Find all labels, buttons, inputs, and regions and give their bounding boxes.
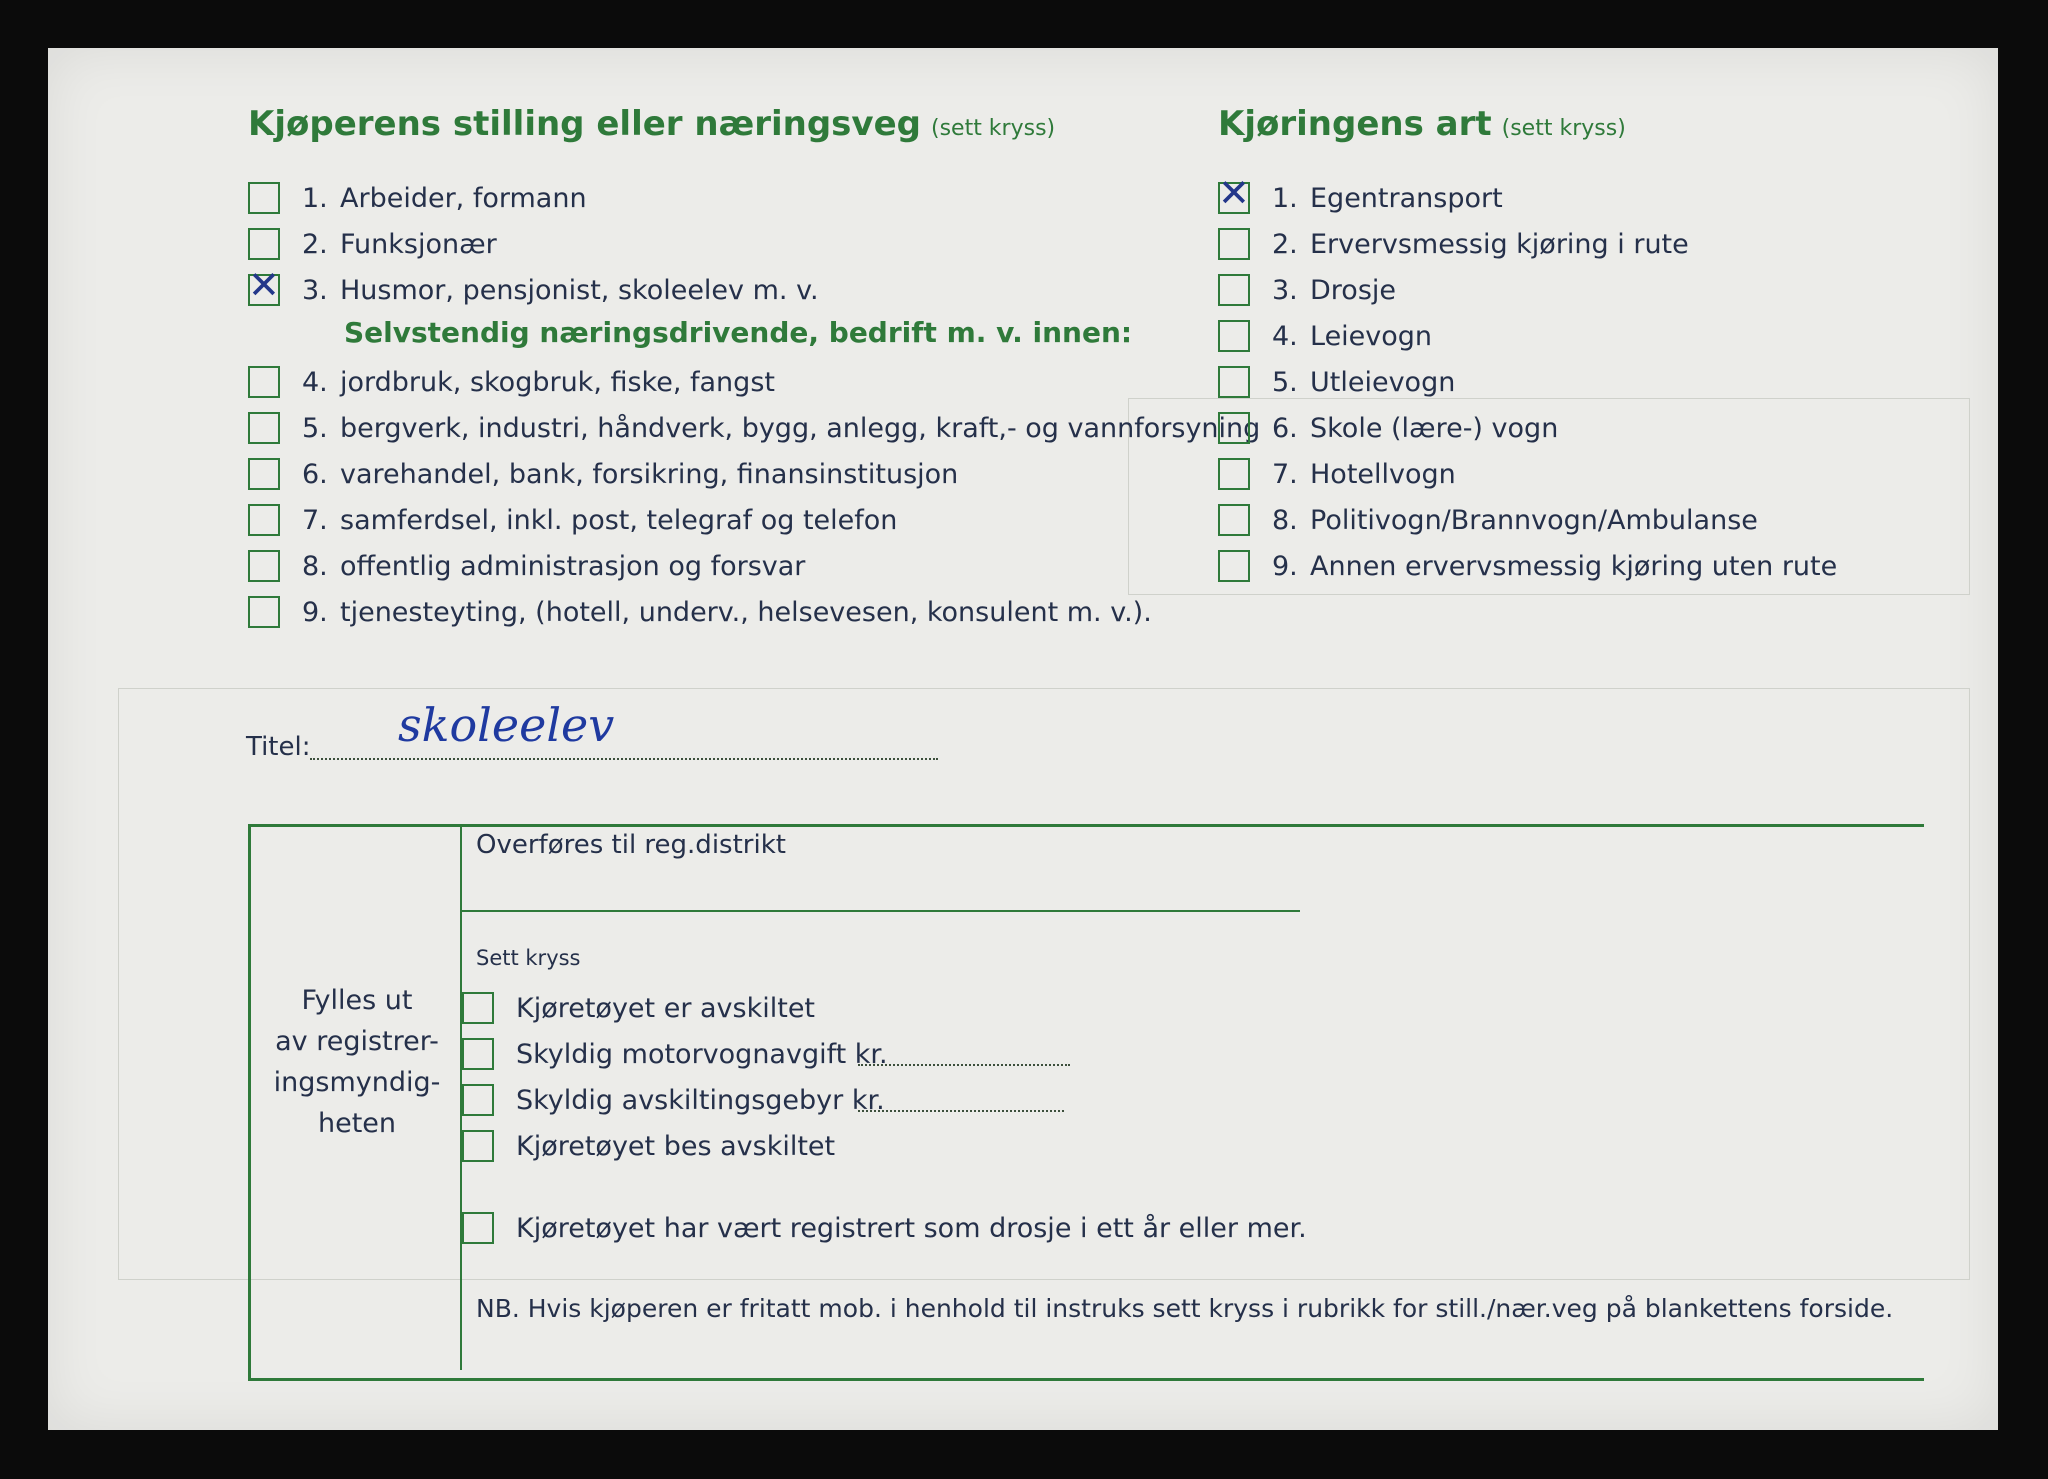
left-item-4 <box>248 362 775 402</box>
checkbox-right-4[interactable] <box>1218 320 1250 352</box>
bottom-check-label: Kjøretøyet er avskiltet <box>516 992 816 1024</box>
drosje-check <box>462 1208 1307 1248</box>
avskiltingsgebyr-dotted-line[interactable] <box>858 1110 1064 1112</box>
checkbox-motorvognavgift[interactable] <box>462 1038 494 1070</box>
left-item-label: jordbruk, skogbruk, fiske, fangst <box>340 366 775 398</box>
registrar-note-line: av registrer- <box>275 1026 439 1057</box>
right-item-num: 6. <box>1272 412 1298 444</box>
right-item-label: Drosje <box>1310 274 1396 306</box>
checkbox-left-3[interactable] <box>248 274 280 306</box>
left-heading-text: Kjøperens stilling eller næringsveg <box>248 104 921 144</box>
right-item-8 <box>1218 500 1758 540</box>
right-item-6 <box>1218 408 1558 448</box>
left-heading <box>248 104 1055 144</box>
right-item-7 <box>1218 454 1456 494</box>
left-item-num: 6. <box>302 458 328 490</box>
bottom-left-rule <box>248 824 251 1381</box>
left-item-2 <box>248 224 497 264</box>
right-item-label: Utleievogn <box>1310 366 1456 398</box>
registrar-note-line: heten <box>317 1108 397 1139</box>
motorvognavgift-dotted-line[interactable] <box>858 1064 1070 1066</box>
checkbox-right-8[interactable] <box>1218 504 1250 536</box>
bottom-top-rule <box>248 824 1924 827</box>
right-item-label: Annen ervervsmessig kjøring uten rute <box>1310 550 1838 582</box>
right-item-label: Ervervsmessig kjøring i rute <box>1310 228 1689 260</box>
title-dotted-line <box>310 758 938 760</box>
checkbox-right-3[interactable] <box>1218 274 1250 306</box>
nb-note: NB. Hvis kjøperen er fritatt mob. i henhold til instruks sett kryss i rubrikk for still./nær.veg på blankettens forside. <box>476 1294 1894 1323</box>
right-item-num: 8. <box>1272 504 1298 536</box>
bottom-check-label: Kjøretøyet bes avskiltet <box>516 1130 836 1162</box>
checkbox-avskiltet[interactable] <box>462 992 494 1024</box>
left-heading-note: (sett kryss) <box>930 116 1056 141</box>
right-item-label: Politivogn/Brannvogn/Ambulanse <box>1310 504 1758 536</box>
left-item-9 <box>248 592 1152 632</box>
right-item-num: 4. <box>1272 320 1298 352</box>
checkbox-left-5[interactable] <box>248 412 280 444</box>
left-item-num: 8. <box>302 550 328 582</box>
registrar-note-line: ingsmyndig- <box>273 1067 441 1098</box>
right-item-9 <box>1218 546 1837 586</box>
checkbox-right-2[interactable] <box>1218 228 1250 260</box>
right-item-1 <box>1218 178 1503 218</box>
left-item-label: Arbeider, formann <box>340 182 587 214</box>
bottom-check-label: Skyldig motorvognavgift kr. <box>516 1038 888 1070</box>
left-item-8 <box>248 546 805 586</box>
left-item-num: 2. <box>302 228 328 260</box>
title-label: Titel: <box>246 732 311 762</box>
right-item-label: Leievogn <box>1310 320 1433 352</box>
left-item-label: bergverk, industri, håndverk, bygg, anlegg, kraft,- og vannforsyning <box>340 412 1261 444</box>
bottom-check-1 <box>462 988 815 1028</box>
self-employed-subheading: Selvstendig næringsdrivende, bedrift m. v. innen: <box>344 316 1133 349</box>
checkbox-right-6[interactable] <box>1218 412 1250 444</box>
checkbox-left-1[interactable] <box>248 182 280 214</box>
right-item-5 <box>1218 362 1455 402</box>
right-heading-text: Kjøringens art <box>1218 104 1492 144</box>
right-item-num: 3. <box>1272 274 1298 306</box>
bottom-bottom-rule <box>248 1378 1924 1381</box>
title-handwritten-value[interactable]: skoleelev <box>398 698 615 752</box>
registrar-note <box>262 980 452 1144</box>
left-item-label: varehandel, bank, forsikring, finansinstitusjon <box>340 458 959 490</box>
checkbox-left-7[interactable] <box>248 504 280 536</box>
right-item-num: 1. <box>1272 182 1298 214</box>
right-item-label: Hotellvogn <box>1310 458 1456 490</box>
form-sheet <box>48 48 1998 1430</box>
left-item-num: 7. <box>302 504 328 536</box>
drosje-check-label: Kjøretøyet har vært registrert som drosje i ett år eller mer. <box>516 1212 1307 1244</box>
right-item-num: 9. <box>1272 550 1298 582</box>
left-item-num: 1. <box>302 182 328 214</box>
bottom-check-label: Skyldig avskiltingsgebyr kr. <box>516 1084 885 1116</box>
checkbox-right-7[interactable] <box>1218 458 1250 490</box>
right-item-num: 2. <box>1272 228 1298 260</box>
checkbox-bes-avskiltet[interactable] <box>462 1130 494 1162</box>
left-item-6 <box>248 454 958 494</box>
sett-kryss-label: Sett kryss <box>476 946 581 970</box>
left-item-num: 5. <box>302 412 328 444</box>
checkbox-left-8[interactable] <box>248 550 280 582</box>
right-item-2 <box>1218 224 1689 264</box>
right-item-num: 7. <box>1272 458 1298 490</box>
left-item-num: 3. <box>302 274 328 306</box>
right-item-num: 5. <box>1272 366 1298 398</box>
right-item-label: Skole (lære-) vogn <box>1310 412 1559 444</box>
checkbox-right-5[interactable] <box>1218 366 1250 398</box>
left-item-5 <box>248 408 1260 448</box>
left-item-1 <box>248 178 587 218</box>
left-item-3 <box>248 270 819 310</box>
right-item-3 <box>1218 270 1396 310</box>
left-item-label: Husmor, pensjonist, skoleelev m. v. <box>340 274 819 306</box>
checkbox-right-9[interactable] <box>1218 550 1250 582</box>
right-item-4 <box>1218 316 1432 356</box>
transfer-underline <box>460 910 1300 912</box>
checkbox-left-4[interactable] <box>248 366 280 398</box>
bottom-check-3 <box>462 1080 885 1120</box>
registrar-note-line: Fylles ut <box>301 985 413 1016</box>
checkbox-left-2[interactable] <box>248 228 280 260</box>
right-item-label: Egentransport <box>1310 182 1503 214</box>
left-item-num: 4. <box>302 366 328 398</box>
checkbox-right-1[interactable] <box>1218 182 1250 214</box>
left-item-label: Funksjonær <box>340 228 497 260</box>
bottom-check-4 <box>462 1126 835 1166</box>
checkbox-drosje[interactable] <box>462 1212 494 1244</box>
bottom-check-2 <box>462 1034 888 1074</box>
left-item-label: tjenesteyting, (hotell, underv., helsevesen, konsulent m. v.). <box>340 596 1152 628</box>
checkbox-left-9[interactable] <box>248 596 280 628</box>
transfer-label: Overføres til reg.distrikt <box>476 830 786 860</box>
checkbox-avskiltingsgebyr[interactable] <box>462 1084 494 1116</box>
checkbox-left-6[interactable] <box>248 458 280 490</box>
left-item-7 <box>248 500 897 540</box>
left-item-label: samferdsel, inkl. post, telegraf og telefon <box>340 504 898 536</box>
right-heading <box>1218 104 1626 144</box>
left-item-label: offentlig administrasjon og forsvar <box>340 550 806 582</box>
right-heading-note: (sett kryss) <box>1501 116 1626 141</box>
left-item-num: 9. <box>302 596 328 628</box>
